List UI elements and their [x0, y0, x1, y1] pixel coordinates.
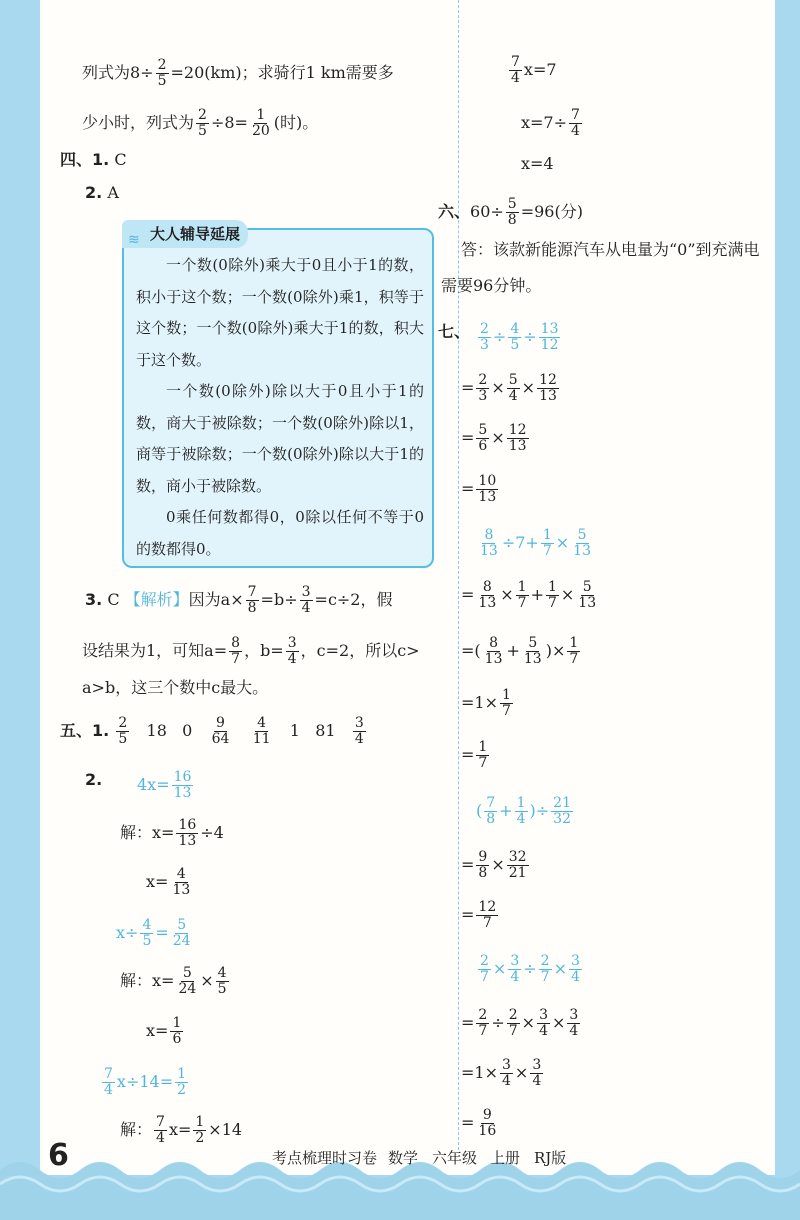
- tutor-extension-text: [136, 250, 424, 565]
- section-4-q3-line-2: 设结果为1，可知a= $\frac{8}{7}$ ，b= $\frac{3}{4}$ ，c=2，所以c>: [82, 635, 420, 667]
- answer-page: [40, 0, 775, 1175]
- equation-3-step-2: $\frac{7}{4}$ x=7: [511, 54, 557, 86]
- problem-2-question: $\frac{8}{13}$ ÷7+ $\frac{1}{7}$ × $\frac{5}{13}$: [480, 527, 591, 559]
- section-4-q1: 四、1. C: [60, 150, 127, 169]
- page-number: 6: [48, 1138, 69, 1173]
- box-paragraph-3: 0乘任何数都得0，0除以任何不等于0的数都得0。: [136, 508, 424, 558]
- continued-line-1: 列式为8÷ $\frac{2}{5}$ =20(km)；求骑行1 km需要多: [82, 57, 394, 89]
- problem-3-step-2: = $\frac{12}{7}$: [461, 899, 497, 931]
- problem-2-step-2: =( $\frac{8}{13}$ + $\frac{5}{13}$ )× $\frac{1}{7}$: [461, 635, 579, 667]
- footer-grade: 六年级: [432, 1149, 478, 1167]
- equation-3-step-3: x=7÷ $\frac{7}{4}$: [521, 107, 580, 139]
- problem-4-question: $\frac{2}{7}$ × $\frac{3}{4}$ ÷ $\frac{2}{7}$ × $\frac{3}{4}$: [480, 953, 580, 985]
- equation-2-step-2: x= $\frac{1}{6}$: [146, 1015, 182, 1047]
- footer-subject: 数学: [388, 1149, 419, 1167]
- problem-1-step-2: = $\frac{5}{6}$ × $\frac{12}{13}$: [461, 422, 527, 454]
- section-6-answer-line-2: 需要96分钟。: [441, 276, 542, 295]
- problem-4-step-2: =1× $\frac{3}{4}$ × $\frac{3}{4}$: [461, 1057, 542, 1089]
- footer-edition: RJ版: [534, 1149, 567, 1167]
- section-6-answer-line-1: 答：该款新能源汽车从电量为“0”到充满电: [461, 240, 760, 259]
- equation-3-step-1: 解： $\frac{7}{4}$ x= $\frac{1}{2}$ ×14: [120, 1114, 243, 1146]
- section-6-expression: 六、60÷ $\frac{5}{8}$ =96(分): [438, 196, 583, 228]
- problem-1-question: $\frac{2}{3}$ ÷ $\frac{4}{5}$ ÷ $\frac{13}{12}$: [480, 321, 559, 353]
- problem-3-step-1: = $\frac{9}{8}$ × $\frac{32}{21}$: [461, 849, 527, 881]
- footer-book-title: 考点梳理时习卷: [272, 1149, 378, 1167]
- problem-1-step-3: = $\frac{10}{13}$: [461, 473, 497, 505]
- box-paragraph-1: 一个数(0除外)乘大于0且小于1的数，积小于这个数；一个数(0除外)乘1，积等于这个数；一个数(0除外)乘大于1的数，积大于这个数。: [136, 256, 424, 369]
- wave-icon: ≋: [128, 232, 140, 248]
- section-4-q3-line-1: 3. C 【解析】因为a× $\frac{7}{8}$ =b÷ $\frac{3}{4}$ =c÷2，假: [85, 584, 393, 616]
- equation-3: $\frac{7}{4}$ x÷14= $\frac{1}{2}$: [104, 1066, 187, 1098]
- section-4-q2: 2. A: [85, 183, 119, 202]
- equation-3-step-4: x=4: [521, 154, 554, 173]
- box-paragraph-2: 一个数(0除外)除以大于0且小于1的数，商大于被除数；一个数(0除外)除以1，商等于被除数；一个数(0除外)除以大于1的数，商小于被除数。: [136, 382, 424, 495]
- problem-2-step-1: = $\frac{8}{13}$ × $\frac{1}{7}$ + $\frac{1}{7}$ × $\frac{5}{13}$: [461, 579, 597, 611]
- column-divider: [458, 0, 459, 1150]
- continued-line-2: 少小时，列式为 $\frac{2}{5}$ ÷8= $\frac{1}{20}$ (时)。: [82, 107, 319, 139]
- equation-1-step-2: x= $\frac{4}{13}$: [146, 866, 191, 898]
- footer-volume: 上册: [490, 1149, 521, 1167]
- equation-1: 4x= $\frac{16}{13}$: [137, 769, 192, 801]
- equation-1-step-1: 解：x= $\frac{16}{13}$ ÷4: [120, 817, 224, 849]
- section-5-q2-label: 2.: [85, 770, 103, 789]
- tutor-extension-title: ≋ 大人辅导延展: [122, 220, 248, 248]
- section-5-q1: 五、1. $\frac{2}{5}$ 18 0 $\frac{9}{64}$ $\frac{4}{11}$ 1 81 $\frac{3}{4}$: [60, 715, 364, 747]
- tutor-extension-box: [122, 225, 434, 568]
- problem-1-step-1: = $\frac{2}{3}$ × $\frac{5}{4}$ × $\frac{12}{13}$: [461, 372, 557, 404]
- section-7-label: 七、: [438, 322, 471, 341]
- equation-2: x÷ $\frac{4}{5}$ = $\frac{5}{24}$: [116, 917, 191, 949]
- problem-2-step-3: =1× $\frac{1}{7}$: [461, 687, 511, 719]
- problem-4-step-3: = $\frac{9}{16}$: [461, 1107, 497, 1139]
- problem-3-question: ( $\frac{7}{8}$ + $\frac{1}{4}$ )÷ $\frac{21}{32}$: [476, 795, 571, 827]
- problem-4-step-1: = $\frac{2}{7}$ ÷ $\frac{2}{7}$ × $\frac{3}{4}$ × $\frac{3}{4}$: [461, 1007, 579, 1039]
- equation-2-step-1: 解：x= $\frac{5}{24}$ × $\frac{4}{5}$: [120, 965, 227, 997]
- section-4-q3-line-3: a>b，这三个数中c最大。: [82, 678, 269, 697]
- problem-2-step-4: = $\frac{1}{7}$: [461, 739, 488, 771]
